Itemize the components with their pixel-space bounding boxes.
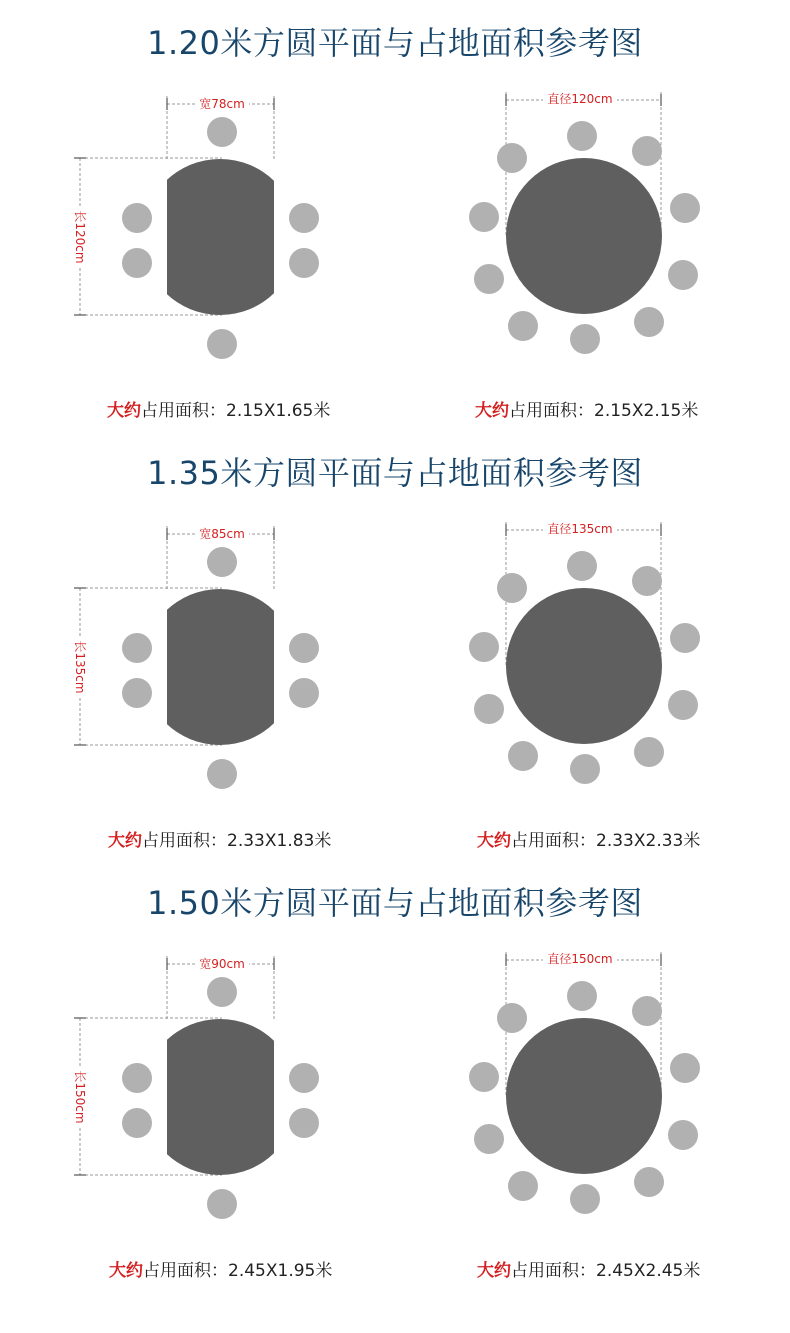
layout-diagram	[0, 860, 790, 1290]
round-area-caption	[475, 396, 698, 421]
approx-label: 大约	[475, 401, 509, 421]
chair	[122, 1108, 152, 1138]
round-table-top	[506, 588, 662, 744]
length-label: 长120cm	[73, 210, 87, 264]
diameter-label: 直径150cm	[547, 952, 613, 966]
rect-area-caption	[108, 826, 331, 851]
rect-table-top	[142, 589, 298, 745]
length-label: 长150cm	[73, 1070, 87, 1124]
chair	[207, 977, 237, 1007]
chair	[469, 1062, 499, 1092]
area-text: 占用面积：2.15X2.15米	[509, 401, 699, 421]
chair	[670, 1053, 700, 1083]
diameter-label: 直径120cm	[547, 92, 613, 106]
approx-label: 大约	[477, 1261, 511, 1281]
chair	[122, 248, 152, 278]
chair	[207, 547, 237, 577]
area-text: 占用面积：2.15X1.65米	[141, 401, 331, 421]
width-label: 宽85cm	[199, 527, 245, 541]
approx-label: 大约	[477, 831, 511, 851]
chair	[570, 324, 600, 354]
diameter-label: 直径135cm	[547, 522, 613, 536]
chair	[469, 632, 499, 662]
chair	[508, 741, 538, 771]
chair	[497, 143, 527, 173]
chair	[632, 136, 662, 166]
section-title: 1.20米方圆平面与占地面积参考图	[147, 24, 643, 62]
chair	[668, 1120, 698, 1150]
chair	[289, 678, 319, 708]
chair	[122, 203, 152, 233]
chair	[122, 1063, 152, 1093]
chair	[289, 203, 319, 233]
area-text: 占用面积：2.45X2.45米	[511, 1261, 701, 1281]
round-table-top	[506, 158, 662, 314]
chair	[508, 1171, 538, 1201]
layout-diagram	[0, 430, 790, 860]
chair	[567, 121, 597, 151]
layout-diagram	[0, 0, 790, 430]
approx-label: 大约	[108, 831, 142, 851]
area-text: 占用面积：2.45X1.95米	[143, 1261, 333, 1281]
chair	[670, 623, 700, 653]
chair	[289, 633, 319, 663]
section-120	[0, 0, 790, 430]
section-135	[0, 430, 790, 860]
chair	[570, 1184, 600, 1214]
chair	[508, 311, 538, 341]
rect-table-top	[142, 1019, 298, 1175]
chair	[668, 690, 698, 720]
chair	[122, 633, 152, 663]
area-text: 占用面积：2.33X1.83米	[142, 831, 332, 851]
length-label: 长135cm	[73, 640, 87, 694]
approx-label: 大约	[109, 1261, 143, 1281]
section-150	[0, 860, 790, 1290]
chair	[497, 1003, 527, 1033]
chair	[497, 573, 527, 603]
chair	[289, 1063, 319, 1093]
round-area-caption	[477, 1256, 700, 1281]
chair	[474, 694, 504, 724]
rect-area-caption	[107, 396, 330, 421]
chair	[207, 1189, 237, 1219]
width-label: 宽90cm	[199, 957, 245, 971]
chair	[289, 1108, 319, 1138]
chair	[474, 1124, 504, 1154]
chair	[207, 329, 237, 359]
chair	[207, 117, 237, 147]
section-title: 1.50米方圆平面与占地面积参考图	[147, 884, 643, 922]
chair	[570, 754, 600, 784]
chair	[474, 264, 504, 294]
chair	[567, 981, 597, 1011]
width-label: 宽78cm	[199, 97, 245, 111]
chair	[567, 551, 597, 581]
area-text: 占用面积：2.33X2.33米	[511, 831, 701, 851]
chair	[634, 307, 664, 337]
approx-label: 大约	[107, 401, 141, 421]
section-title: 1.35米方圆平面与占地面积参考图	[147, 454, 643, 492]
chair	[122, 678, 152, 708]
chair	[668, 260, 698, 290]
chair	[632, 566, 662, 596]
round-area-caption	[477, 826, 700, 851]
chair	[207, 759, 237, 789]
chair	[634, 737, 664, 767]
chair	[469, 202, 499, 232]
round-table-top	[506, 1018, 662, 1174]
rect-table-top	[142, 159, 298, 315]
chair	[289, 248, 319, 278]
chair	[632, 996, 662, 1026]
rect-area-caption	[109, 1256, 332, 1281]
chair	[670, 193, 700, 223]
chair	[634, 1167, 664, 1197]
